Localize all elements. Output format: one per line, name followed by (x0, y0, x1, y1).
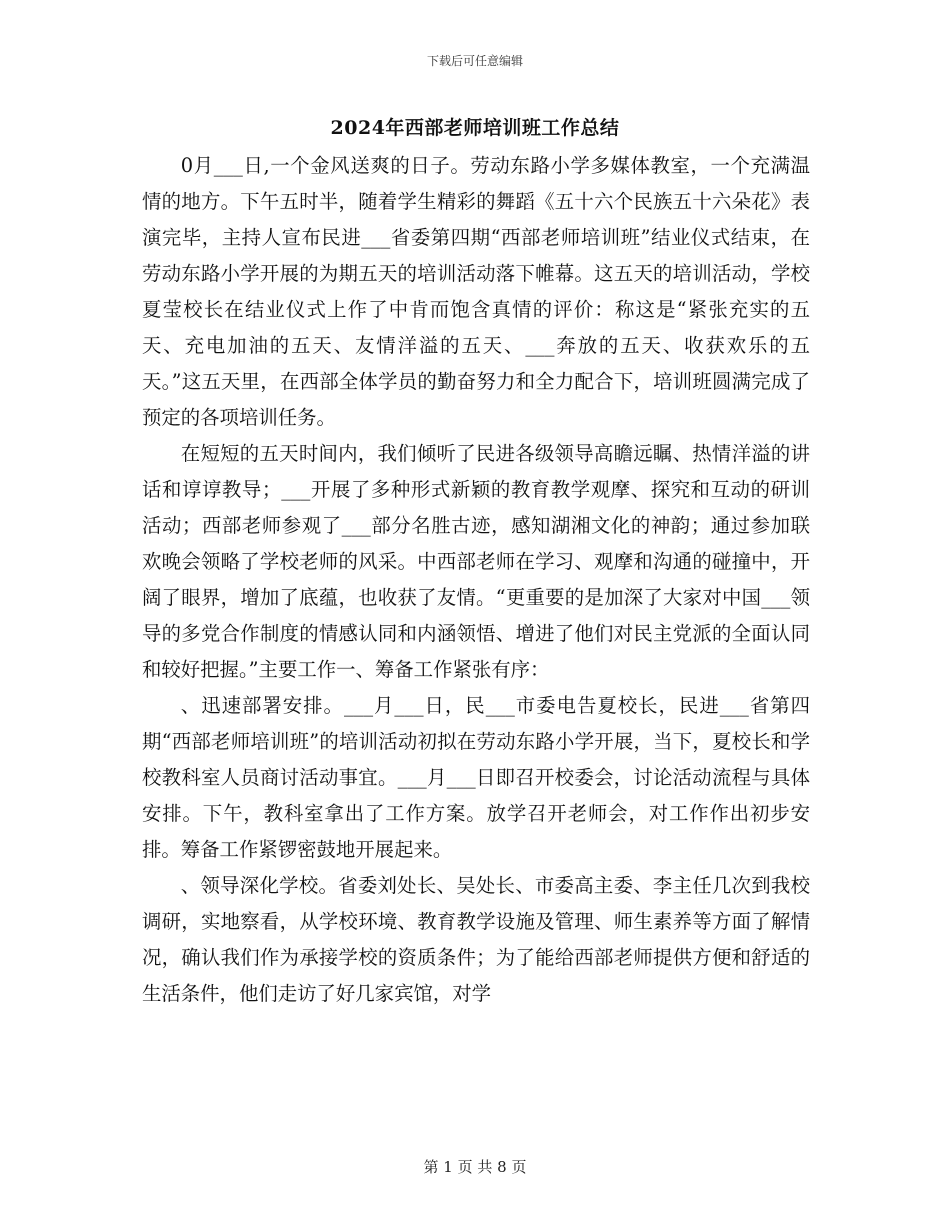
document-title: 2024年西部老师培训班工作总结 (330, 117, 620, 139)
body-paragraph-2: 在短短的五天时间内，我们倾听了民进各级领导高瞻远瞩、热情洋溢的讲话和谆谆教导；___开展了多种形式新颖的教育教学观摩、探究和互动的研训活动；西部老师参观了___部分名胜古迹，感知湖湘文化的神韵；通过参加联欢晚会领略了学校老师的风采。中西部老师在学习、观摩和沟通的碰撞中，开阔了眼界，增加了底蕴，也收获了友情。“更重要的是加深了大家对中国___领导的多党合作制度的情感认同和内涵领悟、增进了他们对民主党派的全面认同和较好把握。”主要工作一、筹备工作紧张有序： (142, 442, 810, 681)
document-body (142, 148, 810, 1012)
body-paragraph-3: 、迅速部署安排。___月___日，民___市委电告夏校长，民进___省第四期“西部老师培训班”的培训活动初拟在劳动东路小学开展，当下，夏校长和学校教科室人员商讨活动事宜。___月___日即召开校委会，讨论活动流程与具体安排。下午，教科室拿出了工作方案。放学召开老师会，对工作作出初步安排。筹备工作紧锣密鼓地开展起来。 (142, 694, 810, 861)
page-number-footer: 第 1 页 共 8 页 (423, 1158, 527, 1176)
body-paragraph-1: 0月___日,一个金风送爽的日子。劳动东路小学多媒体教室，一个充满温情的地方。下午五时半，随着学生精彩的舞蹈《五十六个民族五十六朵花》表演完毕，主持人宣布民进___省委第四期“西部老师培训班”结业仪式结束，在劳动东路小学开展的为期五天的培训活动落下帷幕。这五天的培训活动，学校夏莹校长在结业仪式上作了中肯而饱含真情的评价：称这是“紧张充实的五天、充电加油的五天、友情洋溢的五天、___奔放的五天、收获欢乐的五天。”这五天里，在西部全体学员的勤奋努力和全力配合下，培训班圆满完成了预定的各项培训任务。 (142, 154, 810, 429)
body-paragraph-4: 、领导深化学校。省委刘处长、吴处长、市委高主委、李主任几次到我校调研，实地察看，从学校环境、教育教学设施及管理、师生素养等方面了解情况，确认我们作为承接学校的资质条件；为了能给西部老师提供方便和舒适的生活条件，他们走访了好几家宾馆，对学 (142, 874, 810, 1005)
page-header-note: 下载后可任意编辑 (426, 54, 523, 68)
